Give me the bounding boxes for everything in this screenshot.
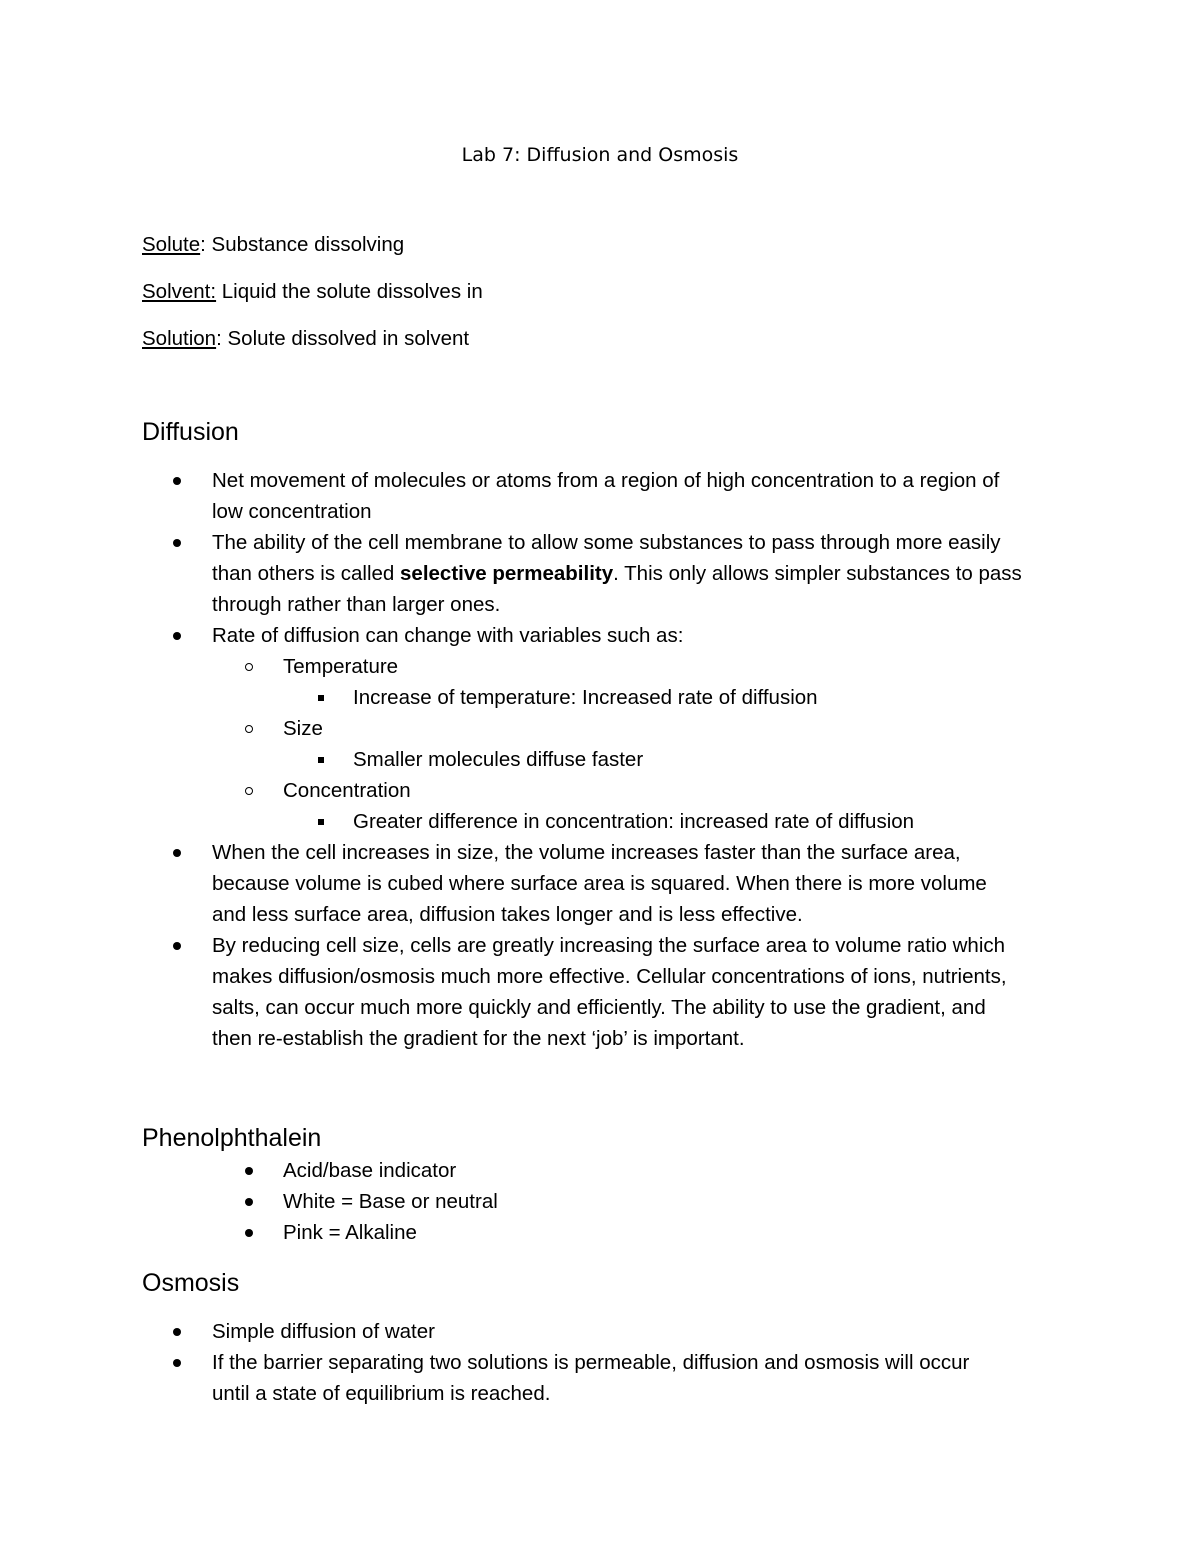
- definition-separator: :: [200, 233, 206, 256]
- list-item-text: Pink = Alkaline: [283, 1221, 417, 1244]
- list-item-text: low concentration: [212, 500, 372, 523]
- list-item-text: Temperature: [283, 655, 399, 678]
- text-run: . This only allows simpler substances to pass: [613, 562, 1022, 585]
- list-item-text: Increase of temperature: Increased rate of diffusion: [353, 686, 818, 709]
- definition-text: Liquid the solute dissolves in: [216, 280, 483, 303]
- list-item-text: Concentration: [283, 779, 411, 802]
- section-heading-osmosis: Osmosis: [142, 1269, 240, 1297]
- list-item-text: [212, 558, 1022, 589]
- definition-solvent: [142, 279, 483, 305]
- list-item: [0, 465, 1022, 527]
- list-item-text: If the barrier separating two solutions is permeable, diffusion and osmosis will occur: [212, 1351, 970, 1374]
- definition-text: Solute dissolved in solvent: [221, 327, 470, 350]
- list-item: [0, 1316, 969, 1347]
- sub-sub-list-item: [0, 744, 1022, 775]
- list-item: [0, 1347, 969, 1409]
- list-item: [0, 620, 1022, 651]
- definition-separator: :: [216, 327, 222, 350]
- section-heading-diffusion: Diffusion: [142, 418, 239, 446]
- definition-text: Substance dissolving: [205, 233, 405, 256]
- list-item-text: then re-establish the gradient for the next ‘job’ is important.: [212, 1027, 745, 1050]
- list-item-text: salts, can occur much more quickly and efficiently. The ability to use the gradient, and: [212, 996, 986, 1019]
- list-item-text: By reducing cell size, cells are greatly increasing the surface area to volume ratio which: [212, 934, 1006, 957]
- list-item-text: Acid/base indicator: [283, 1159, 457, 1182]
- list-item-text: through rather than larger ones.: [212, 593, 501, 616]
- list-item-text: because volume is cubed where surface area is squared. When there is more volume: [212, 872, 987, 895]
- diffusion-list: [0, 465, 1022, 1054]
- section-heading-phenolphthalein: Phenolphthalein: [142, 1124, 322, 1152]
- sub-list-item: [0, 713, 1022, 744]
- sub-list-item: [0, 775, 1022, 806]
- sub-sub-list-item: [0, 682, 1022, 713]
- list-item: [0, 1186, 498, 1217]
- list-item-text: Greater difference in concentration: increased rate of diffusion: [353, 810, 915, 833]
- list-item-text: until a state of equilibrium is reached.: [212, 1382, 551, 1405]
- list-item-text: Smaller molecules diffuse faster: [353, 748, 644, 771]
- list-item: [0, 527, 1022, 620]
- list-item-text: makes diffusion/osmosis much more effective. Cellular concentrations of ions, nutrients,: [212, 965, 1007, 988]
- sub-sub-list-item: [0, 806, 1022, 837]
- definition-term: Solvent:: [142, 280, 217, 303]
- list-item-text: Net movement of molecules or atoms from a region of high concentration to a region of: [212, 469, 1000, 492]
- definition-solute: [142, 232, 404, 258]
- list-item-text: The ability of the cell membrane to allow some substances to pass through more easily: [212, 531, 1001, 554]
- osmosis-list: [0, 1316, 969, 1409]
- document-title: Lab 7: Diffusion and Osmosis: [461, 144, 739, 166]
- sub-list-item: [0, 651, 1022, 682]
- list-item-text: Rate of diffusion can change with variables such as:: [212, 624, 684, 647]
- list-item-text: and less surface area, diffusion takes longer and is less effective.: [212, 903, 803, 926]
- list-item-text: When the cell increases in size, the volume increases faster than the surface area,: [212, 841, 961, 864]
- phenolphthalein-list: [0, 1155, 498, 1248]
- list-item: [0, 1155, 498, 1186]
- list-item: [0, 1217, 498, 1248]
- definition-term: Solution: [142, 327, 217, 350]
- list-item: [0, 930, 1022, 1054]
- list-item-text: Simple diffusion of water: [212, 1320, 435, 1343]
- bold-term: selective permeability: [400, 562, 614, 585]
- list-item-text: White = Base or neutral: [283, 1190, 498, 1213]
- definition-solution: [142, 326, 469, 352]
- list-item: [0, 837, 1022, 930]
- text-run: than others is called: [212, 562, 401, 585]
- list-item-text: Size: [283, 717, 323, 740]
- definition-term: Solute: [142, 233, 201, 256]
